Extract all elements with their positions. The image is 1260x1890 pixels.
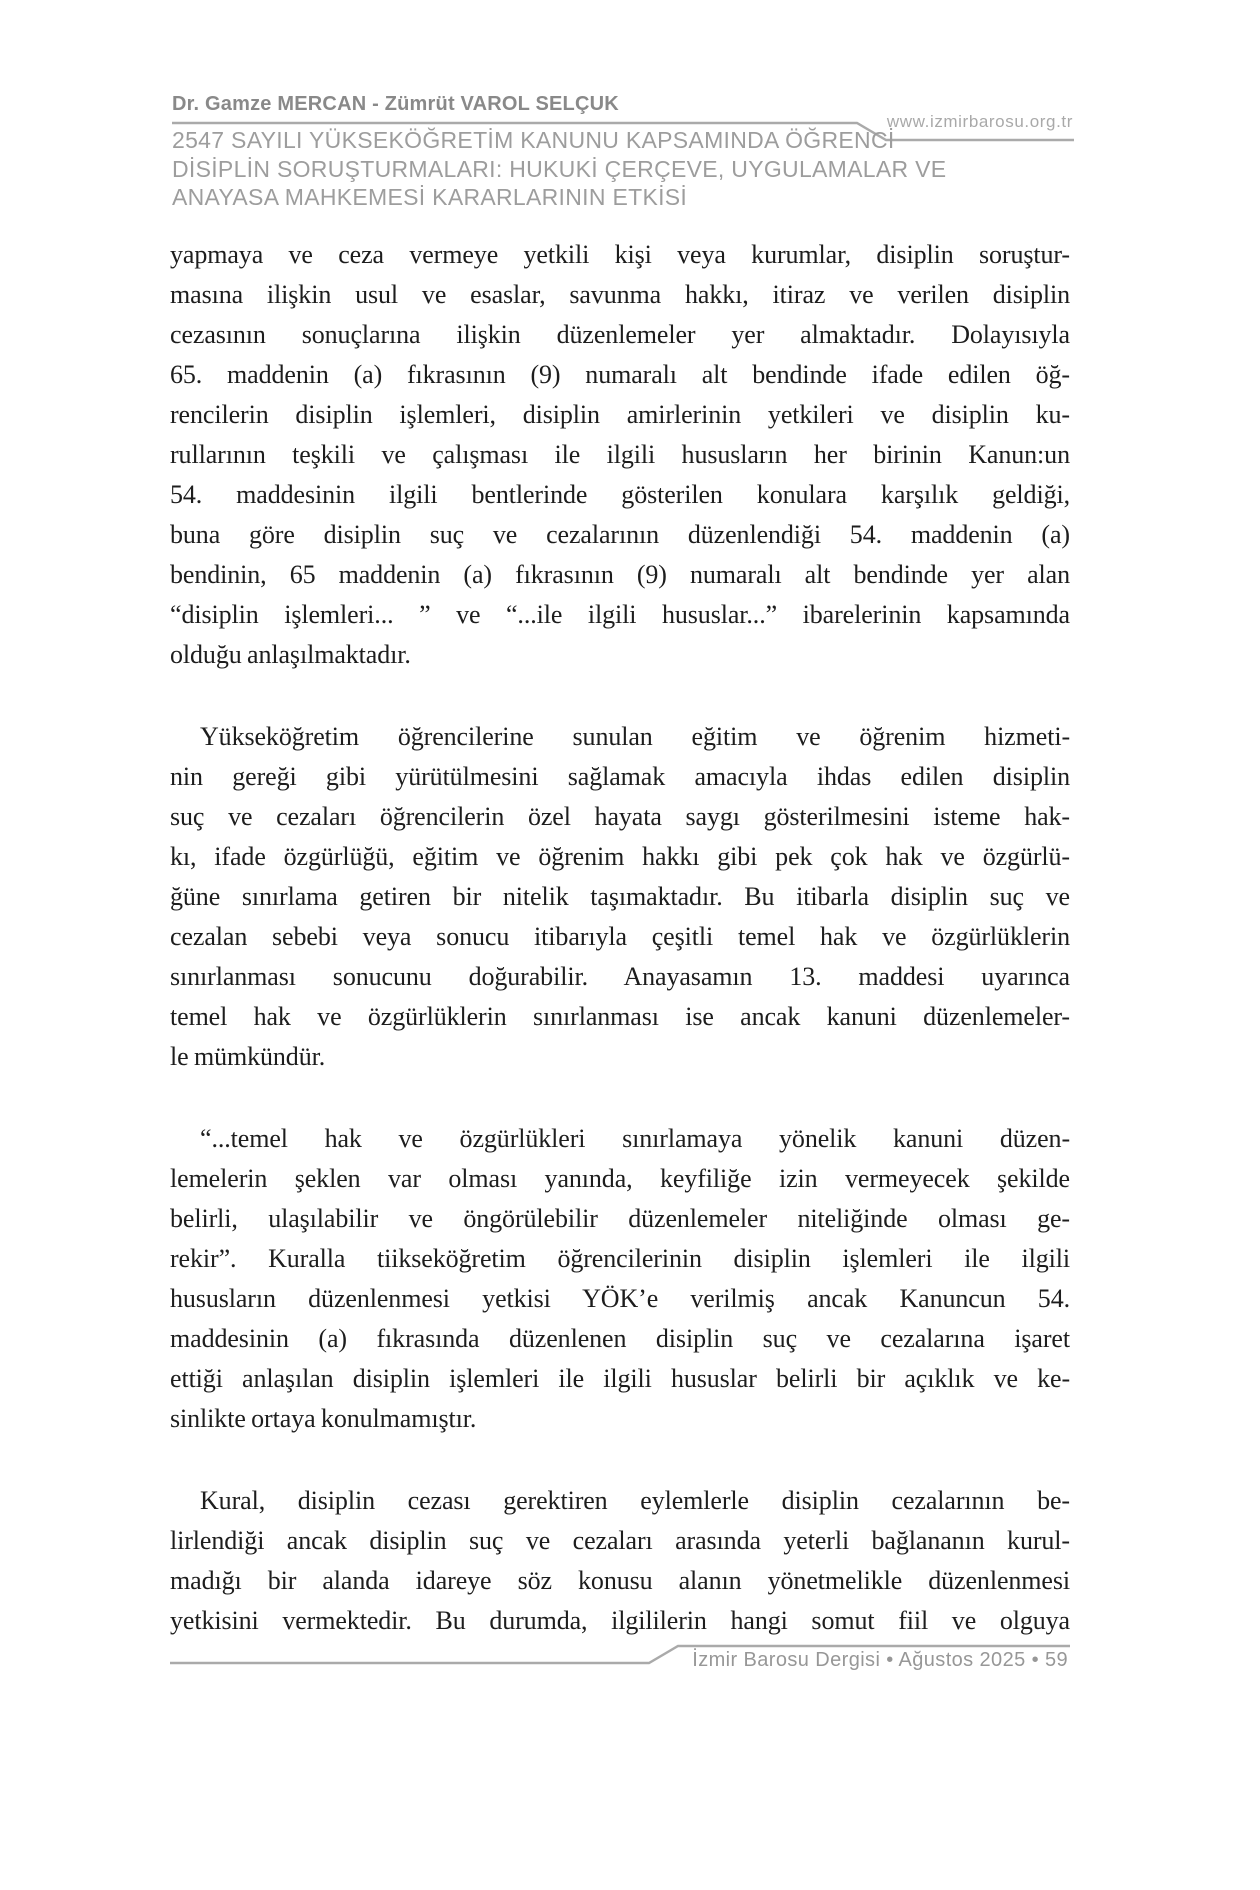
paragraph [170, 235, 1070, 675]
article-title-line: ANAYASA MAHKEMESİ KARARLARININ ETKİSİ [172, 184, 688, 210]
text-line: temel hak ve özgürlüklerin sınırlanması ise ancak kanuni düzenlemeler- [170, 1002, 1070, 1031]
article-body [170, 235, 1070, 1641]
text-line: Yükseköğretim öğrencilerine sunulan eğitim ve öğrenim hizmeti- [200, 722, 1070, 751]
text-line: madığı bir alanda idareye söz konusu alanın yönetmelikle düzenlenmesi [170, 1566, 1070, 1595]
text-line: le mümkündür. [170, 1042, 326, 1071]
text-line: lemelerin şeklen var olması yanında, keyfiliğe izin vermeyecek şekilde [170, 1164, 1070, 1193]
text-line: maddesinin (a) fıkrasında düzenlenen disiplin suç ve cezalarına işaret [170, 1324, 1070, 1353]
journal-footer-citation: İzmir Barosu Dergisi • Ağustos 2025 • 59 [692, 1649, 1068, 1671]
text-line: yetkisini vermektedir. Bu durumda, ilgililerin hangi somut fiil ve olguya [170, 1606, 1070, 1635]
article-title-line: DİSİPLİN SORUŞTURMALARI: HUKUKİ ÇERÇEVE, UYGULAMALAR VE [172, 155, 947, 182]
article-title [172, 126, 952, 212]
text-line: ğüne sınırlama getiren bir nitelik taşımaktadır. Bu itibarla disiplin suç ve [170, 882, 1070, 911]
text-line: Kural, disiplin cezası gerektiren eylemlerle disiplin cezalarının be- [200, 1486, 1070, 1515]
text-line: 65. maddenin (a) fıkrasının (9) numaralı alt bendinde ifade edilen öğ- [170, 360, 1070, 389]
text-line: sınırlanması sonucunu doğurabilir. Anayasamın 13. maddesi uyarınca [170, 962, 1070, 991]
website-url: www.izmirbarosu.org.tr [886, 112, 1073, 131]
text-line: masına ilişkin usul ve esaslar, savunma hakkı, itiraz ve verilen disiplin [170, 280, 1070, 309]
author-names: Dr. Gamze MERCAN - Zümrüt VAROL SELÇUK [172, 93, 619, 115]
text-line: sinlikte ortaya konulmamıştır. [170, 1404, 477, 1433]
text-line: “...temel hak ve özgürlükleri sınırlamaya yönelik kanuni düzen- [200, 1124, 1070, 1153]
text-line: ettiği anlaşılan disiplin işlemleri ile ilgili hususlar belirli bir açıklık ve ke- [170, 1364, 1070, 1393]
article-title-line: 2547 SAYILI YÜKSEKÖĞRETİM KANUNU KAPSAMINDA ÖĞRENCİ [172, 127, 895, 153]
text-line: yapmaya ve ceza vermeye yetkili kişi veya kurumlar, disiplin soruştur- [170, 240, 1070, 269]
text-line: rullarının teşkili ve çalışması ile ilgili hususların her birinin Kanun:un [170, 440, 1070, 469]
text-line: cezasının sonuçlarına ilişkin düzenlemeler yer almaktadır. Dolayısıyla [170, 320, 1070, 349]
text-line: cezalan sebebi veya sonucu itibarıyla çeşitli temel hak ve özgürlüklerin [170, 922, 1070, 951]
text-line: 54. maddesinin ilgili bentlerinde gösterilen konulara karşılık geldiği, [170, 480, 1070, 509]
paragraph [170, 1119, 1070, 1439]
paragraph [170, 1481, 1070, 1641]
text-line: bendinin, 65 maddenin (a) fıkrasının (9) numaralı alt bendinde yer alan [170, 560, 1070, 589]
text-line: suç ve cezaları öğrencilerin özel hayata saygı gösterilmesini isteme hak- [170, 802, 1070, 831]
text-line: hususların düzenlenmesi yetkisi YÖK’e verilmiş ancak Kanuncun 54. [170, 1284, 1070, 1313]
text-line: “disiplin işlemleri... ” ve “...ile ilgili hususlar...” ibarelerinin kapsamında [170, 600, 1070, 629]
text-line: buna göre disiplin suç ve cezalarının düzenlendiği 54. maddenin (a) [170, 520, 1070, 549]
text-line: rencilerin disiplin işlemleri, disiplin amirlerinin yetkileri ve disiplin ku- [170, 400, 1070, 429]
text-line: nin gereği gibi yürütülmesini sağlamak amacıyla ihdas edilen disiplin [170, 762, 1070, 791]
text-line: olduğu anlaşılmaktadır. [170, 640, 411, 669]
text-line: lirlendiği ancak disiplin suç ve cezaları arasında yeterli bağlananın kurul- [170, 1526, 1070, 1555]
text-line: rekir”. Kuralla tiikseköğretim öğrencilerinin disiplin işlemleri ile ilgili [170, 1244, 1070, 1273]
paragraph [170, 717, 1070, 1077]
text-line: belirli, ulaşılabilir ve öngörülebilir düzenlemeler niteliğinde olması ge- [170, 1204, 1070, 1233]
text-line: kı, ifade özgürlüğü, eğitim ve öğrenim hakkı gibi pek çok hak ve özgürlü- [170, 842, 1070, 871]
